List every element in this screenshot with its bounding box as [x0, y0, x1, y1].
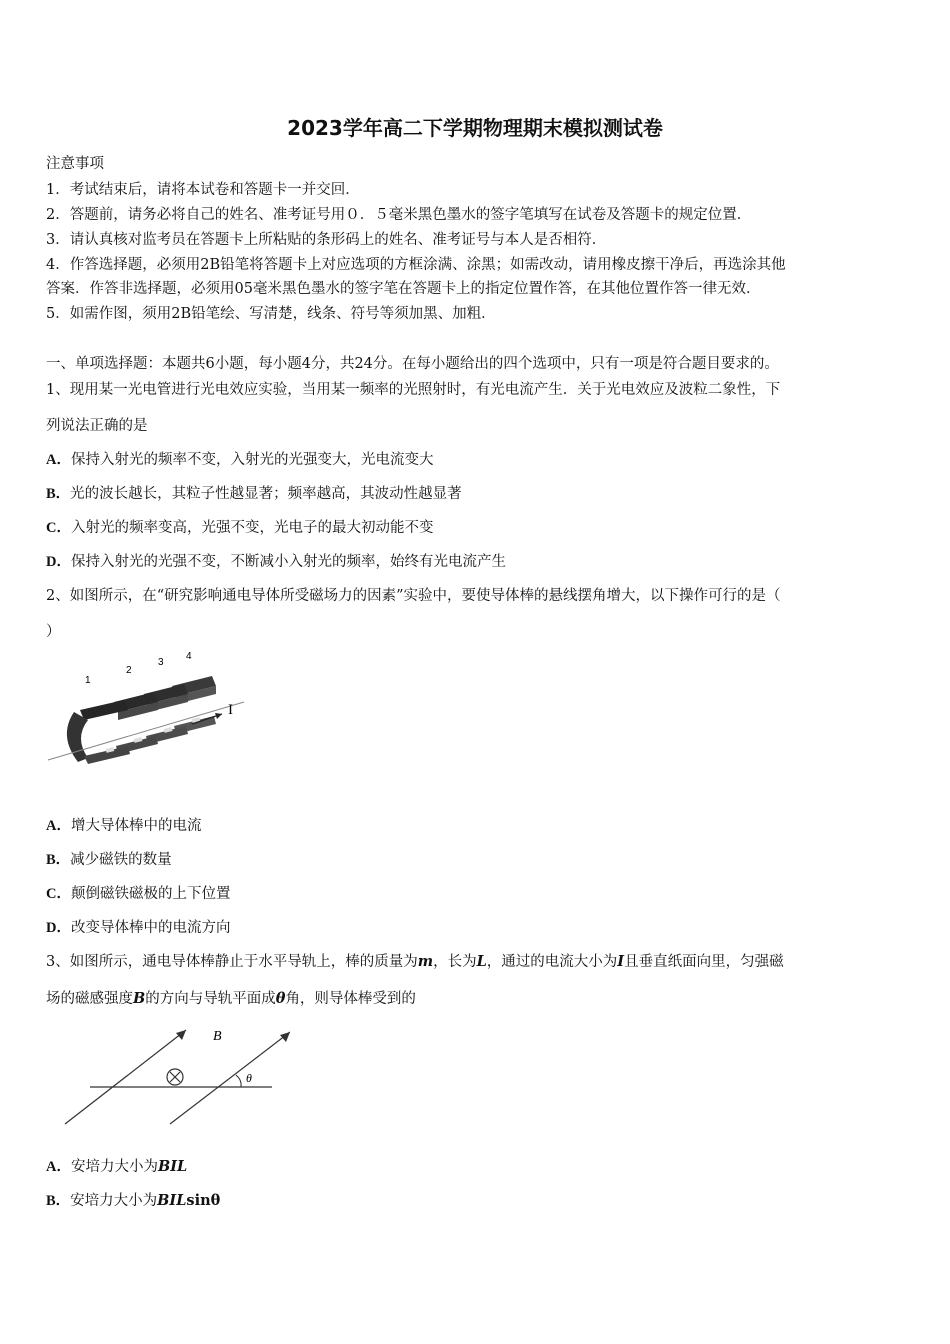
- figure-label-1: 1: [85, 675, 91, 686]
- field-line: [65, 1030, 186, 1124]
- q3-stem: [46, 950, 784, 971]
- angle-label-theta: θ: [246, 1071, 252, 1085]
- option-text: 光的波长越长，其粒子性越显著；频率越高，其波动性越显著: [70, 486, 462, 502]
- q1-option-d: [46, 550, 506, 571]
- q3-stem-text: 的方向与导轨平面成: [145, 991, 276, 1007]
- q3-stem-text: 场的磁感强度: [46, 991, 133, 1007]
- option-text: 保持入射光的频率不变，入射光的光强变大，光电流变大: [70, 452, 434, 468]
- notice-item: 3．请认真核对监考员在答题卡上所粘贴的条形码上的姓名、准考证号与本人是否相符．: [46, 232, 607, 248]
- var-B: B: [133, 990, 146, 1007]
- option-text: 减少磁铁的数量: [70, 852, 172, 868]
- notice-item: 5．如需作图，须用2B铅笔绘、写清楚，线条、符号等须加黑、加粗．: [46, 306, 496, 322]
- magnet-4: [172, 676, 216, 734]
- q1-option-a: [46, 448, 433, 469]
- q3-stem-text: 角，则导体棒受到的: [285, 991, 416, 1007]
- option-formula: BIL: [157, 1158, 188, 1175]
- field-figure: [60, 1020, 290, 1130]
- option-letter: A．: [46, 452, 71, 468]
- field-arrow-head: [176, 1030, 186, 1040]
- q3-stem-text: 3、如图所示，通电导体棒静止于水平导轨上，棒的质量为: [46, 954, 418, 970]
- q3-stem-text: 且垂直纸面向里，匀强磁: [624, 954, 784, 970]
- var-theta: θ: [275, 990, 286, 1007]
- field-arrow-head: [280, 1032, 290, 1042]
- option-letter: B．: [46, 1193, 71, 1209]
- q3-stem-text: ，通过的电流大小为: [486, 954, 618, 970]
- option-text: 颠倒磁铁磁极的上下位置: [70, 886, 231, 902]
- notice-item: 答案．作答非选择题，必须用05毫米黑色墨水的签字笔在答题卡上的指定位置作答，在其他位置作答一律无效．: [46, 281, 761, 297]
- angle-arc: [236, 1075, 241, 1087]
- option-text: 入射光的频率变高，光强不变，光电子的最大初动能不变: [70, 520, 434, 536]
- page-title: 2023学年高二下学期物理期末模拟测试卷: [287, 116, 663, 140]
- q1-stem: 1、现用某一光电管进行光电效应实验，当用某一频率的光照射时，有光电流产生．关于光电效应及波粒二象性，下: [46, 382, 781, 398]
- q2-option-d: [46, 916, 230, 937]
- figure-label-2: 2: [126, 665, 132, 676]
- option-letter: A．: [46, 818, 71, 834]
- magnet-figure: [44, 648, 254, 778]
- option-letter: A．: [46, 1159, 71, 1175]
- q1-stem: 列说法正确的是: [46, 418, 148, 434]
- q3-stem: [46, 987, 416, 1008]
- var-m: m: [417, 953, 434, 970]
- q2-stem: 2、如图所示，在“研究影响通电导体所受磁场力的因素”实验中，要使导体棒的悬线摆角增大，以下操作可行的是（: [46, 588, 781, 604]
- option-formula-suffix: sinθ: [186, 1192, 221, 1209]
- q2-stem: ）: [46, 624, 61, 640]
- q3-option-a: [46, 1155, 187, 1176]
- q1-option-c: [46, 516, 433, 537]
- notice-item: 2．答题前，请务必将自己的姓名、准考证号用０．５毫米黑色墨水的签字笔填写在试卷及答题卡的规定位置．: [46, 207, 752, 223]
- option-text: 安培力大小为: [70, 1193, 158, 1209]
- arrow-head: [215, 713, 222, 719]
- option-text: 安培力大小为: [70, 1159, 158, 1175]
- q2-option-c: [46, 882, 230, 903]
- notice-heading: 注意事项: [46, 156, 104, 172]
- var-I: I: [617, 953, 625, 970]
- option-letter: C．: [46, 886, 71, 902]
- field-line: [170, 1032, 290, 1124]
- option-letter: B．: [46, 852, 71, 868]
- magnet-1: [67, 700, 130, 764]
- q3-option-b: [46, 1189, 220, 1210]
- q2-option-a: [46, 814, 201, 835]
- option-text: 保持入射光的光强不变，不断减小入射光的频率，始终有光电流产生: [70, 554, 506, 570]
- notice-item: 1．考试结束后，请将本试卷和答题卡一并交回．: [46, 182, 360, 198]
- current-label: I: [228, 702, 233, 718]
- option-formula: BIL: [157, 1192, 187, 1209]
- q1-option-b: [46, 482, 462, 503]
- option-letter: D．: [46, 920, 71, 936]
- option-letter: C．: [46, 520, 71, 536]
- q3-stem-text: ，长为: [433, 954, 477, 970]
- notice-item: 4．作答选择题，必须用2B铅笔将答题卡上对应选项的方框涂满、涂黑；如需改动，请用橡皮擦干净后，再选涂其他: [46, 257, 786, 273]
- var-L: L: [476, 953, 487, 970]
- figure-label-4: 4: [186, 651, 192, 662]
- option-text: 改变导体棒中的电流方向: [70, 920, 231, 936]
- section-heading: 一、单项选择题：本题共6小题，每小题4分，共24分。在每小题给出的四个选项中，只有一项是符合题目要求的。: [46, 356, 779, 372]
- option-letter: B．: [46, 486, 71, 502]
- field-label-B: B: [213, 1029, 222, 1044]
- figure-label-3: 3: [158, 657, 164, 668]
- option-text: 增大导体棒中的电流: [70, 818, 202, 834]
- option-letter: D．: [46, 554, 71, 570]
- q2-option-b: [46, 848, 172, 869]
